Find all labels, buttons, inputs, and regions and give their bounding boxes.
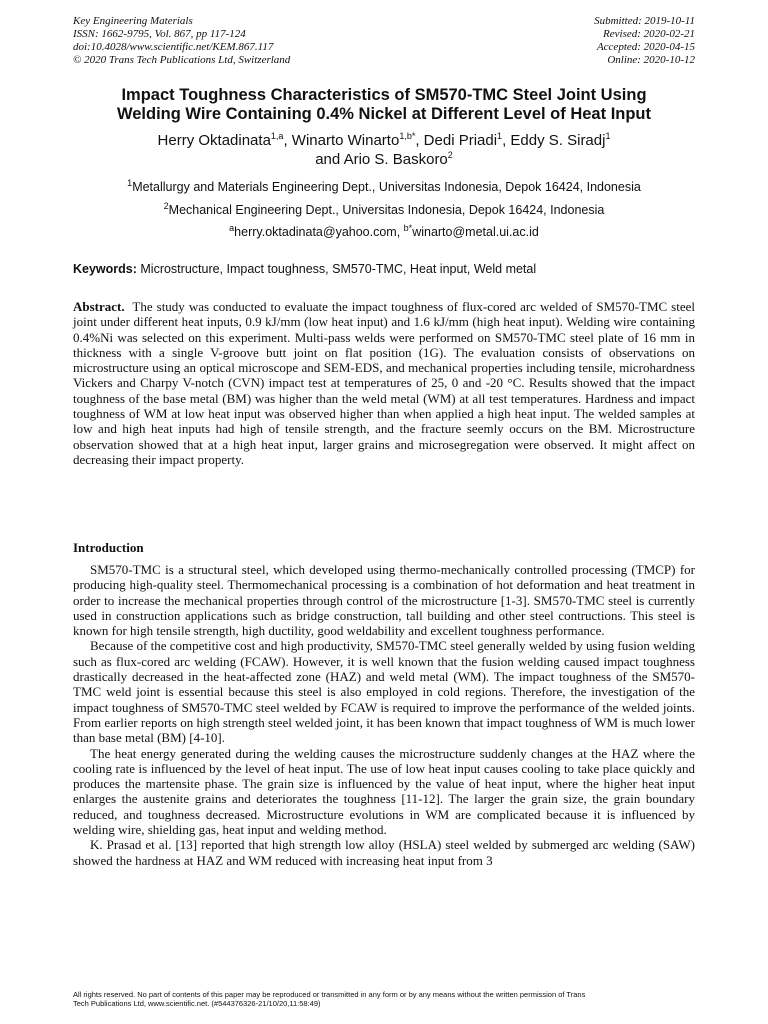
journal-doi: doi:10.4028/www.scientific.net/KEM.867.117: [73, 41, 274, 53]
email-marker: a: [229, 222, 235, 233]
title-line-2: Welding Wire Containing 0.4% Nickel at Different Level of Heat Input: [116, 105, 652, 123]
footer-line-2: Tech Publications Ltd, www.scientific.net. (#544376326-21/10/20,11:58:49): [73, 999, 321, 1008]
abstract: [73, 299, 695, 467]
title-line-1: Impact Toughness Characteristics of SM570-TMC Steel Joint Using: [121, 86, 647, 104]
author-affil: 1,b*: [399, 131, 416, 141]
author-name: Dedi Priadi: [423, 132, 498, 149]
abstract-label: Abstract.: [73, 299, 125, 314]
paragraph: K. Prasad et al. [13] reported that high strength low alloy (HSLA) steel welded by submerged arc welding (SAW) showed the hardness at HAZ and WM reduced with increasing heat input from 3: [73, 837, 695, 868]
author-sep: ,: [415, 132, 424, 149]
footer-line-1: All rights reserved. No part of contents of this paper may be reproduced or transmitted in any form or by any means without the written permission of Trans: [73, 990, 586, 999]
journal-copyright: © 2020 Trans Tech Publications Ltd, Switzerland: [73, 54, 291, 66]
keywords-text: Microstructure, Impact toughness, SM570-TMC, Heat input, Weld metal: [136, 262, 537, 276]
publication-dates: [594, 15, 695, 67]
author-sep: ,: [283, 132, 292, 149]
affiliation-number: 1: [127, 177, 133, 188]
paragraph: Because of the competitive cost and high productivity, SM570-TMC steel generally welded by using fusion welding such as flux-cored arc welding (FCAW). However, it is well known that the fusion welding caused impact toughness drastically decreased in the heat-affected zone (HAZ) and weld metal (WM). The impact toughness of the SM570-TMC weld joint is essential because this steel is also employed in cold regions. Therefore, the investigation of the impact toughness of SM570-TMC steel welded by FCAW is required to improve the performance of the welded joints. From earlier reports on high strength steel welded joint, it has been known that impact toughness of WM is much lower than base metal (BM) [4-10].: [73, 638, 695, 746]
author-name: Herry Oktadinata: [157, 132, 271, 149]
abstract-text: The study was conducted to evaluate the impact toughness of flux-cored arc welded of SM570-TMC steel joint under different heat inputs, 0.9 kJ/mm (low heat input) and 1.6 kJ/mm (high heat input). Welding wire containing 0.4%Ni was selected on this experiment. Multi-pass welds were performed on SM570-TMC steel plate of 16 mm in thickness with a single V-groove butt joint on flat position (1G). The evaluation consists of observations on microstructure using an optical microscope and SEM-EDS, and mechanical properties including tensile, microhardness Vickers and Charpy V-notch (CVN) impact test at temperatures of 25, 0 and -20 °C. Results showed that the impact toughness of the base metal (BM) was higher than the weld metal (WM) at all test temperatures. Hardness and impact toughness of WM at low heat input was observed higher than when applied a high heat input. The welded samples at low and high heat inputs had high of tensile strength, and the fracture seemly occurs on the BM. Microstructure observation showed that at a high heat input, larger grains and microsegregation were observed. It might affect on decreasing their impact property.: [73, 299, 696, 467]
author-affil: 2: [447, 150, 453, 160]
email-b: winarto@metal.ui.ac.id: [412, 225, 539, 239]
author-affil: 1: [605, 131, 611, 141]
copyright-footer: [73, 990, 703, 1008]
section-heading-introduction: Introduction: [73, 540, 144, 555]
paragraph: The heat energy generated during the welding causes the microstructure suddenly changes at the HAZ where the cooling rate is influenced by the level of heat input. The use of low heat input causes cooling to take place quickly and produces the martensite phase. The grain size is influenced by the value of heat input, where the higher heat input enlarges the austenite grains and deteriorates the toughness [11-12]. The larger the grain size, the grain boundary reduced, and toughness decreased. Microstructure evolutions in WM are complicated because it is influenced by welding wire, shielding gas, heat input and welding method.: [73, 745, 695, 838]
affiliation-text: Mechanical Engineering Dept., Universitas Indonesia, Depok 16424, Indonesia: [168, 203, 605, 217]
author-list: [60, 131, 708, 169]
email-a: herry.oktadinata@yahoo.com,: [234, 225, 404, 239]
date-submitted: Submitted: 2019-10-11: [594, 15, 695, 27]
introduction-body: [73, 562, 695, 868]
date-accepted: Accepted: 2020-04-15: [596, 41, 695, 53]
affiliation-text: Metallurgy and Materials Engineering Dept., Universitas Indonesia, Depok 16424, Indonesia: [132, 180, 641, 194]
author-line-2: [60, 150, 708, 169]
journal-info: [73, 15, 290, 67]
date-revised: Revised: 2020-02-21: [603, 28, 695, 40]
email-marker: b*: [403, 222, 413, 233]
paragraph: SM570-TMC is a structural steel, which developed using thermo-mechanically controlled processing (TMCP) for producing high-quality steel. Thermomechanical processing is a combination of hot deformation and heat treatment in order to increase the mechanical properties through control of the microstructure [1-3]. SM570-TMC steel is currently used in construction applications such as bridge construction, tall building and other steel contructions. This steel is known for high tensile strength, high ductility, good weldability and excellent toughness performance.: [73, 562, 695, 639]
author-affil: 1,a: [270, 131, 284, 141]
paper-title: [60, 86, 708, 124]
keywords: [73, 262, 695, 277]
affiliation-number: 2: [163, 200, 169, 211]
journal-issn: ISSN: 1662-9795, Vol. 867, pp 117-124: [73, 28, 246, 40]
author-name: and Ario S. Baskoro: [315, 151, 448, 168]
keywords-label: Keywords:: [73, 262, 137, 276]
author-line-1: [60, 131, 708, 150]
affiliation-1: [60, 177, 708, 195]
journal-name: Key Engineering Materials: [73, 15, 193, 27]
author-sep: ,: [502, 132, 511, 149]
author-affil: 1: [497, 131, 503, 141]
author-emails: [60, 222, 708, 240]
affiliation-2: [60, 200, 708, 218]
author-name: Winarto Winarto: [291, 132, 400, 149]
date-online: Online: 2020-10-12: [607, 54, 695, 66]
author-name: Eddy S. Siradj: [510, 132, 606, 149]
